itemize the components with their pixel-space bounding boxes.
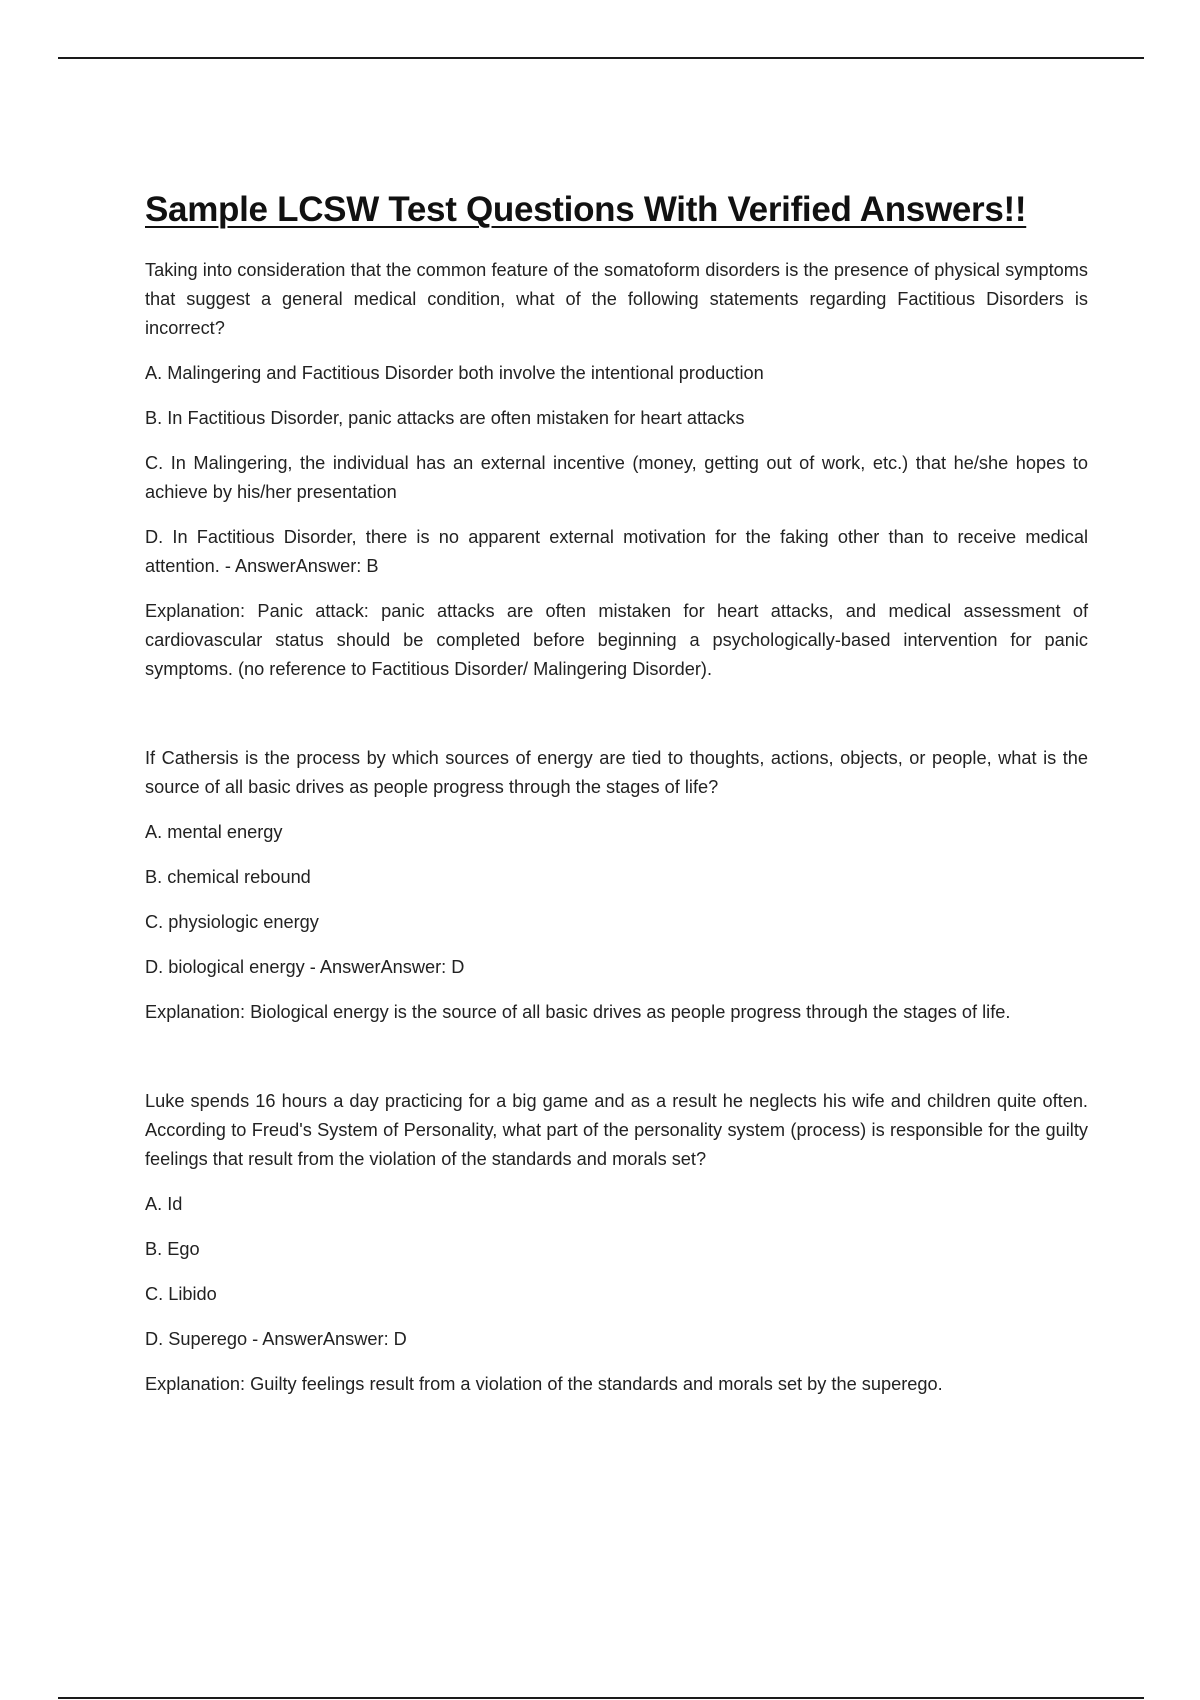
question-stem: Taking into consideration that the common feature of the somatoform disorders is the presence of physical symptoms that suggest a general medical condition, what of the following statements regarding Factitious Disorders is incorrect? <box>145 260 1088 338</box>
header-rule <box>58 57 1144 59</box>
answer-explanation: Explanation: Panic attack: panic attacks are often mistaken for heart attacks, and medical assessment of cardiovascular status should be completed before beginning a psychologically-based intervention for panic symptoms. (no reference to Factitious Disorder/ Malingering Disorder). <box>145 601 1088 679</box>
answer-option-c: C. physiologic energy <box>145 912 319 932</box>
answer-option-a: A. Id <box>145 1194 183 1214</box>
footer-rule <box>58 1697 1144 1699</box>
answer-option-b: B. In Factitious Disorder, panic attacks are often mistaken for heart attacks <box>145 408 745 428</box>
answer-option-c: C. Libido <box>145 1284 217 1304</box>
answer-option-d: D. Superego - AnswerAnswer: D <box>145 1329 407 1349</box>
question-block-1 <box>145 256 1088 684</box>
document-title: Sample LCSW Test Questions With Verified Answers!! <box>145 190 1027 229</box>
answer-option-d: D. biological energy - AnswerAnswer: D <box>145 957 465 977</box>
answer-option-a: A. Malingering and Factitious Disorder both involve the intentional production <box>145 363 764 383</box>
answer-option-d: D. In Factitious Disorder, there is no apparent external motivation for the faking other than to receive medical attention. - AnswerAnswer: B <box>145 527 1088 576</box>
answer-option-b: B. chemical rebound <box>145 867 311 887</box>
document-body <box>145 190 1088 1399</box>
question-stem: Luke spends 16 hours a day practicing for a big game and as a result he neglects his wife and children quite often. According to Freud's System of Personality, what part of the personality system (process) is responsible for the guilty feelings that result from the violation of the standards and morals set? <box>145 1091 1088 1169</box>
answer-explanation: Explanation: Biological energy is the source of all basic drives as people progress through the stages of life. <box>145 1002 1011 1022</box>
question-block-2 <box>145 744 1088 1027</box>
answer-option-b: B. Ego <box>145 1239 200 1259</box>
answer-option-a: A. mental energy <box>145 822 283 842</box>
answer-explanation: Explanation: Guilty feelings result from a violation of the standards and morals set by the superego. <box>145 1374 943 1394</box>
question-stem: If Cathersis is the process by which sources of energy are tied to thoughts, actions, objects, or people, what is the source of all basic drives as people progress through the stages of life? <box>145 748 1088 797</box>
question-block-3 <box>145 1087 1088 1399</box>
answer-option-c: C. In Malingering, the individual has an external incentive (money, getting out of work, etc.) that he/she hopes to achieve by his/her presentation <box>145 453 1088 502</box>
